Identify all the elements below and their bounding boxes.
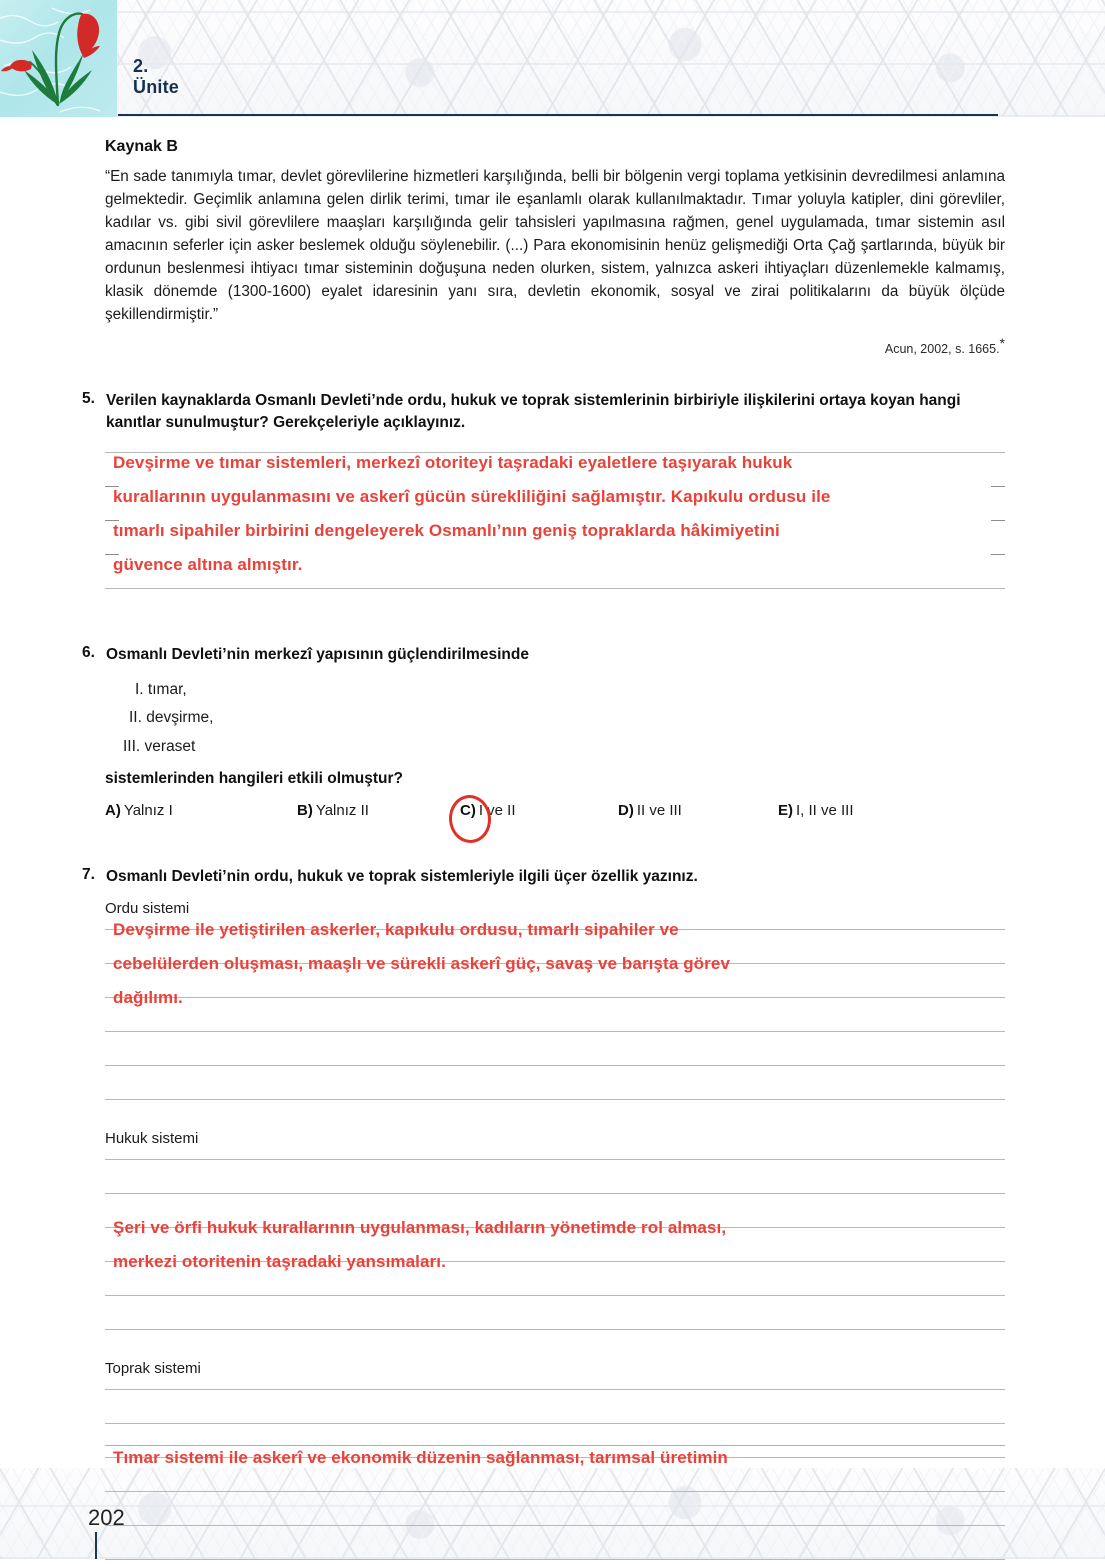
list-item: III. veraset	[123, 738, 196, 756]
writing-line	[105, 1491, 1005, 1492]
list-item: II. devşirme,	[129, 709, 214, 727]
source-citation	[0, 335, 1005, 356]
answer-line: Şeri ve örfi hukuk kurallarının uygulanması, kadıların yönetimde rol alması,	[113, 1217, 727, 1237]
answer-line: cebelülerden oluşması, maaşlı ve sürekli askerî güç, savaş ve barışta görev	[113, 953, 730, 973]
writing-line	[105, 1099, 1005, 1100]
question-7-hukuk-answer-area[interactable]	[105, 1159, 1005, 1334]
writing-line	[105, 1065, 1005, 1066]
option-e[interactable]	[778, 802, 854, 819]
question-7-toprak-answer-area[interactable]	[105, 1389, 1005, 1564]
page-number: 202	[88, 1505, 125, 1530]
writing-line	[105, 1525, 1005, 1526]
writing-line	[105, 1031, 1005, 1032]
answer-line: merkezi otoritenin taşradaki yansımaları.	[113, 1251, 446, 1271]
answer-line: Tımar sistemi ile askerî ve ekonomik düzenin sağlanması, tarımsal üretimin	[113, 1447, 728, 1467]
question-5	[82, 390, 1005, 434]
writing-line	[105, 1389, 1005, 1390]
writing-line	[105, 1423, 1005, 1424]
question-6	[82, 644, 1005, 666]
option-d-label: II ve III	[636, 801, 682, 819]
option-c[interactable]	[460, 802, 516, 819]
writing-line	[105, 1329, 1005, 1330]
answer-line: dağılımı.	[113, 987, 183, 1007]
option-b-label: Yalnız II	[315, 801, 369, 819]
answer-line: Devşirme ile yetiştirilen askerler, kapıkulu ordusu, tımarlı sipahiler ve	[113, 919, 679, 939]
option-a-letter: A)	[105, 801, 121, 819]
subsection-label-ordu: Ordu sistemi	[105, 899, 190, 917]
question-5-text: Verilen kaynaklarda Osmanlı Devleti’nde ordu, hukuk ve toprak sistemlerinin birbiriyle ilişkilerini ortaya koyan hangi kanıtlar sunulmuştur? Gerekçeleriyle açıklayınız.	[106, 391, 961, 431]
option-a-label: Yalnız I	[123, 801, 173, 819]
source-title: Kaynak B	[105, 138, 178, 155]
option-d[interactable]	[618, 802, 682, 819]
writing-line	[105, 588, 1005, 589]
selected-answer-circle-mark	[447, 793, 493, 844]
writing-line	[105, 1159, 1005, 1160]
option-e-label: I, II ve III	[796, 801, 854, 819]
citation-asterisk: *	[999, 334, 1005, 351]
question-6-item-list	[105, 676, 1005, 762]
page-content	[0, 138, 1105, 1564]
answer-line: Devşirme ve tımar sistemleri, merkezî otoriteyi taşradaki eyaletlere taşıyarak hukuk	[113, 452, 793, 472]
subsection-label-hukuk: Hukuk sistemi	[105, 1129, 199, 1147]
unit-number: 2.	[133, 56, 149, 76]
writing-line	[105, 1295, 1005, 1296]
question-7	[82, 866, 1005, 888]
list-item: I. tımar,	[135, 680, 187, 698]
question-6-text: Osmanlı Devleti’nin merkezî yapısının güçlendirilmesinde	[106, 645, 529, 663]
question-6-number: 6.	[82, 643, 95, 661]
question-7-number: 7.	[82, 865, 95, 883]
option-d-letter: D)	[618, 801, 634, 819]
option-c-label: I ve II	[478, 801, 516, 819]
subsection-label-toprak: Toprak sistemi	[105, 1359, 201, 1377]
option-e-letter: E)	[778, 801, 793, 819]
option-b[interactable]	[297, 802, 369, 819]
source-quote-text: “En sade tanımıyla tımar, devlet görevlilerine hizmetleri karşılığında, belli bir bölgenin vergi toplama yetkisinin devredilmesi anlamına gelmektedir. Geçimlik anlamına gelen dirlik terimi, tımar ile eşanlamlı olarak kullanılmaktadır. Tımar yoluyla katipler, dini görevliler, kadılar vs. gibi sivil görevlilere maaşları karşılığında gelir tahsisleri yapılmasına rağmen, genel uygulamada, tımar sistemin asıl amacının seferler için asker beslemek olduğu söylenebilir. (...) Para ekonomisinin henüz gelişmediği Orta Çağ şartlarında, büyük bir ordunun beslenmesi ihtiyacı tımar sisteminin doğuşuna neden olurken, sistem, yalnızca askeri ihtiyaçları düzenlemekle kalmamış, klasik dönemde (1300-1600) eyalet idaresinin yanı sıra, devletin ekonomik, sosyal ve zirai politikalarını da büyük ölçüde şekillendirmiştir.”	[105, 168, 1005, 323]
question-7-text: Osmanlı Devleti’nin ordu, hukuk ve toprak sistemleriyle ilgili üçer özellik yazınız.	[106, 867, 698, 885]
unit-word: Ünite	[133, 77, 179, 98]
answer-line: güvence altına almıştır.	[113, 554, 303, 574]
question-6-options	[105, 802, 1045, 832]
question-7-ordu-answer-area[interactable]	[105, 919, 1005, 1104]
answer-line: tımarlı sipahiler birbirini dengeleyerek Osmanlı’nın geniş topraklarda hâkimiyetini	[113, 520, 780, 540]
option-b-letter: B)	[297, 801, 313, 819]
option-c-letter: C)	[460, 801, 476, 819]
question-5-answer-area[interactable]	[105, 452, 1005, 592]
citation-text: Acun, 2002, s. 1665.	[884, 341, 1000, 356]
writing-line	[105, 1193, 1005, 1194]
question-5-number: 5.	[82, 389, 95, 407]
footer-divider	[105, 1445, 1005, 1446]
answer-line: kurallarının uygulanmasını ve askerî gücün sürekliliğini sağlamıştır. Kapıkulu ordusu ile	[113, 486, 831, 506]
option-a[interactable]	[105, 802, 173, 819]
page-number-rule	[95, 1532, 97, 1559]
question-6-stem: sistemlerinden hangileri etkili olmuştur?	[105, 769, 404, 787]
